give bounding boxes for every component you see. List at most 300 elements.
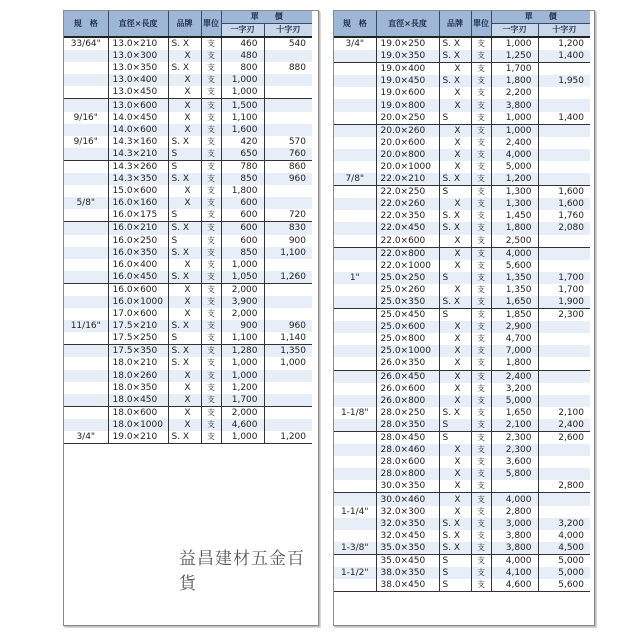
- slotted-price-cell: 4,600: [491, 579, 538, 592]
- size-cell: 18.0×260: [108, 370, 168, 382]
- table-row: [334, 554, 590, 567]
- size-cell: 13.0×450: [108, 86, 168, 99]
- size-cell: 13.0×300: [108, 50, 168, 62]
- table-row: [334, 456, 590, 468]
- size-cell: 28.0×600: [376, 456, 439, 468]
- size-cell: 20.0×1000: [376, 161, 439, 173]
- phillips-price-cell: 760: [264, 148, 312, 161]
- brand-cell: S. X: [171, 39, 190, 50]
- table-row: [334, 124, 590, 137]
- table-row: [64, 370, 312, 382]
- phillips-price-cell: [538, 247, 590, 260]
- spec-cell: [64, 283, 108, 296]
- phillips-price-cell: [538, 63, 590, 76]
- slotted-price-cell: 2,300: [491, 432, 538, 445]
- table-row: [64, 136, 312, 148]
- slotted-price-cell: 7,000: [491, 345, 538, 357]
- phillips-price-cell: 4,000: [558, 530, 584, 541]
- slotted-price-cell: 460: [221, 37, 264, 50]
- slotted-price-cell: 2,500: [491, 235, 538, 248]
- unit-cell: 支: [201, 259, 221, 271]
- table-row: [64, 271, 312, 284]
- slotted-price-cell: 1,350: [491, 284, 538, 296]
- unit-cell: 支: [471, 173, 491, 186]
- spec-cell: [64, 74, 108, 86]
- header-slotted: 一字刃: [221, 24, 264, 38]
- slotted-price-cell: 2,300: [491, 444, 538, 456]
- brand-cell: S: [442, 187, 449, 198]
- brand-cell: X: [439, 480, 471, 493]
- slotted-price-cell: 3,800: [491, 99, 538, 111]
- unit-cell: 支: [201, 222, 221, 235]
- phillips-price-cell: [264, 124, 312, 136]
- phillips-price-cell: [538, 124, 590, 137]
- spec-cell: 3/4": [345, 39, 365, 50]
- slotted-price-cell: 5,800: [491, 468, 538, 480]
- size-cell: 26.0×600: [376, 383, 439, 395]
- phillips-price-cell: [264, 185, 312, 197]
- slotted-price-cell: 1,800: [221, 185, 264, 197]
- phillips-price-cell: 1,350: [264, 345, 312, 358]
- spec-cell: [334, 149, 376, 161]
- spec-cell: [64, 222, 108, 235]
- phillips-price-cell: [538, 99, 590, 111]
- size-cell: 22.0×1000: [376, 260, 439, 272]
- table-row: [334, 235, 590, 248]
- size-cell: 28.0×350: [376, 419, 439, 432]
- phillips-price-cell: 1,400: [538, 50, 590, 63]
- slotted-price-cell: 1,650: [491, 296, 538, 309]
- brand-cell: X: [439, 124, 471, 137]
- table-row: [64, 222, 312, 235]
- slotted-price-cell: 3,600: [491, 456, 538, 468]
- size-cell: 14.3×210: [108, 148, 168, 161]
- unit-cell: 支: [471, 63, 491, 76]
- unit-cell: 支: [201, 185, 221, 197]
- table-row: [334, 333, 590, 345]
- unit-cell: 支: [201, 148, 221, 161]
- slotted-price-cell: 650: [221, 148, 264, 161]
- slotted-price-cell: 4,000: [491, 554, 538, 567]
- phillips-price-cell: [538, 137, 590, 149]
- header-brand: 品牌: [439, 11, 471, 37]
- header-brand: 品牌: [168, 11, 201, 37]
- slotted-price-cell: 4,000: [491, 149, 538, 161]
- spec-cell: [334, 444, 376, 456]
- spec-cell: [334, 419, 376, 432]
- brand-cell: S: [439, 272, 471, 284]
- slotted-price-cell: 5,600: [491, 260, 538, 272]
- table-row: [64, 419, 312, 431]
- phillips-price-cell: 1,950: [538, 75, 590, 87]
- brand-cell: S: [168, 332, 201, 345]
- company-name: 益昌建材五金百貨: [179, 549, 305, 594]
- slotted-price-cell: 2,000: [221, 308, 264, 320]
- brand-cell: S. X: [168, 431, 201, 444]
- unit-cell: 支: [201, 406, 221, 419]
- unit-cell: 支: [471, 222, 491, 234]
- brand-cell: S. X: [439, 75, 471, 87]
- unit-cell: 支: [471, 333, 491, 345]
- unit-cell: 支: [201, 124, 221, 136]
- size-cell: 16.0×250: [108, 235, 168, 247]
- table-row: [334, 112, 590, 125]
- spec-cell: 9/16": [73, 136, 98, 147]
- brand-cell: X: [439, 370, 471, 383]
- size-cell: 16.0×450: [108, 271, 168, 284]
- slotted-price-cell: 1,000: [221, 74, 264, 86]
- brand-cell: X: [454, 383, 461, 394]
- unit-cell: 支: [201, 74, 221, 86]
- unit-cell: 支: [201, 209, 221, 222]
- spec-cell: [334, 112, 376, 125]
- slotted-price-cell: 1,000: [221, 86, 264, 99]
- table-row: [64, 74, 312, 86]
- size-cell: 25.0×250: [376, 272, 439, 284]
- unit-cell: 支: [201, 283, 221, 296]
- slotted-price-cell: 1,000: [221, 431, 264, 444]
- brand-cell: S. X: [168, 222, 201, 235]
- table-row: [334, 87, 590, 99]
- brand-cell: S: [168, 148, 201, 161]
- table-row: [64, 197, 312, 209]
- size-cell: 13.0×210: [108, 37, 168, 50]
- phillips-price-cell: [264, 394, 312, 407]
- size-cell: 26.0×800: [376, 395, 439, 407]
- phillips-price-cell: 1,600: [538, 198, 590, 210]
- unit-cell: 支: [471, 432, 491, 445]
- table-row: [64, 209, 312, 222]
- brand-cell: S: [439, 112, 471, 125]
- phillips-price-cell: [538, 383, 590, 395]
- brand-cell: X: [168, 296, 201, 308]
- brand-cell: X: [439, 468, 471, 480]
- spec-cell: [334, 235, 376, 248]
- size-cell: 38.0×350: [376, 567, 439, 579]
- spec-cell: 1-3/8": [334, 542, 376, 555]
- unit-cell: 支: [471, 518, 491, 530]
- spec-cell: [64, 259, 108, 271]
- table-row: [334, 506, 590, 518]
- table-row: [334, 63, 590, 76]
- brand-cell: X: [168, 124, 201, 136]
- brand-cell: X: [168, 394, 201, 407]
- size-cell: 25.0×450: [376, 309, 439, 322]
- unit-cell: 支: [471, 87, 491, 99]
- size-cell: 22.0×800: [376, 247, 439, 260]
- size-cell: 14.0×600: [108, 124, 168, 136]
- spec-cell: [64, 296, 108, 308]
- table-row: [334, 370, 590, 383]
- table-row: [334, 50, 590, 63]
- size-cell: 19.0×250: [376, 37, 439, 50]
- slotted-price-cell: 1,300: [491, 198, 538, 210]
- slotted-price-cell: 1,200: [221, 382, 264, 394]
- brand-cell: X: [184, 309, 191, 320]
- price-table-right: [334, 11, 590, 592]
- size-cell: 22.0×600: [376, 235, 439, 248]
- slotted-price-cell: 600: [221, 222, 264, 235]
- spec-cell: [334, 296, 376, 309]
- phillips-price-cell: 1,700: [558, 284, 584, 295]
- unit-cell: 支: [471, 210, 491, 222]
- phillips-price-cell: 540: [288, 39, 306, 50]
- table-row: [64, 99, 312, 112]
- brand-cell: X: [454, 88, 461, 99]
- table-row: [334, 186, 590, 199]
- table-row: [334, 284, 590, 296]
- size-cell: 16.0×1000: [108, 296, 168, 308]
- brand-cell: S. X: [439, 50, 471, 63]
- spec-cell: [334, 554, 376, 567]
- brand-cell: X: [168, 370, 201, 382]
- slotted-price-cell: 1,050: [221, 271, 264, 284]
- phillips-price-cell: [264, 86, 312, 99]
- phillips-price-cell: 2,400: [538, 419, 590, 432]
- header-unit: 單位: [471, 11, 491, 37]
- spec-cell: 9/16": [73, 112, 98, 123]
- brand-cell: S. X: [168, 173, 201, 185]
- table-row: [64, 124, 312, 136]
- slotted-price-cell: 1,000: [491, 37, 538, 50]
- spec-cell: [334, 530, 376, 542]
- brand-cell: X: [439, 198, 471, 210]
- size-cell: 25.0×1000: [376, 345, 439, 357]
- spec-cell: 1-1/4": [340, 506, 369, 517]
- size-cell: 17.0×600: [108, 308, 168, 320]
- spec-cell: [64, 62, 108, 74]
- slotted-price-cell: 1,800: [491, 222, 538, 234]
- unit-cell: 支: [201, 308, 221, 320]
- brand-cell: X: [439, 99, 471, 111]
- table-row: [334, 161, 590, 173]
- slotted-price-cell: 800: [221, 62, 264, 74]
- table-row: [64, 86, 312, 99]
- slotted-price-cell: 1,000: [221, 370, 264, 382]
- table-row: [64, 173, 312, 185]
- phillips-price-cell: 1,200: [558, 39, 584, 50]
- spec-cell: [334, 210, 376, 222]
- spec-cell: [334, 161, 376, 173]
- spec-cell: [334, 284, 376, 296]
- phillips-price-cell: [264, 99, 312, 112]
- size-cell: 13.0×400: [108, 74, 168, 86]
- spec-cell: 1": [334, 272, 376, 284]
- brand-cell: S: [439, 579, 471, 592]
- spec-cell: [334, 383, 376, 395]
- spec-cell: [64, 99, 108, 112]
- size-cell: 26.0×350: [376, 357, 439, 370]
- size-cell: 14.3×160: [108, 136, 168, 148]
- header-size: 直徑×長度: [108, 11, 168, 37]
- brand-cell: X: [184, 112, 191, 123]
- brand-cell: S. X: [442, 530, 461, 541]
- slotted-price-cell: 4,100: [491, 567, 538, 579]
- unit-cell: 支: [471, 284, 491, 296]
- unit-cell: 支: [471, 99, 491, 111]
- brand-cell: X: [184, 284, 191, 295]
- slotted-price-cell: 2,800: [491, 506, 538, 518]
- slotted-price-cell: 1,350: [491, 272, 538, 284]
- unit-cell: 支: [471, 370, 491, 383]
- slotted-price-cell: 1,450: [491, 210, 538, 222]
- phillips-price-cell: [264, 296, 312, 308]
- table-row: [334, 493, 590, 506]
- slotted-price-cell: 1,100: [221, 332, 264, 345]
- spec-cell: [64, 382, 108, 394]
- size-cell: 20.0×260: [376, 124, 439, 137]
- unit-cell: 支: [201, 247, 221, 259]
- size-cell: 18.0×1000: [108, 419, 168, 431]
- table-row: [334, 518, 590, 530]
- brand-cell: X: [184, 259, 191, 270]
- size-cell: 35.0×450: [376, 554, 439, 567]
- unit-cell: 支: [471, 567, 491, 579]
- slotted-price-cell: 1,000: [491, 112, 538, 125]
- unit-cell: 支: [201, 419, 221, 431]
- unit-cell: 支: [471, 309, 491, 322]
- phillips-price-cell: 5,600: [538, 579, 590, 592]
- slotted-price-cell: [491, 480, 538, 493]
- slotted-price-cell: 4,000: [491, 493, 538, 506]
- spec-cell: 33/64": [70, 39, 101, 50]
- size-cell: 19.0×800: [376, 99, 439, 111]
- unit-cell: 支: [201, 235, 221, 247]
- phillips-price-cell: [538, 173, 590, 186]
- size-cell: 22.0×350: [376, 210, 439, 222]
- brand-cell: X: [184, 407, 191, 418]
- spec-cell: 1-1/8": [340, 407, 369, 418]
- phillips-price-cell: [264, 406, 312, 419]
- spec-cell: [334, 480, 376, 493]
- phillips-price-cell: 570: [288, 136, 306, 147]
- size-cell: 14.3×350: [108, 173, 168, 185]
- phillips-price-cell: [538, 395, 590, 407]
- phillips-price-cell: [264, 382, 312, 394]
- brand-cell: S. X: [439, 222, 471, 234]
- slotted-price-cell: 1,600: [221, 124, 264, 136]
- slotted-price-cell: 2,200: [491, 87, 538, 99]
- phillips-price-cell: [538, 260, 590, 272]
- table-row: [64, 37, 312, 50]
- header-price: 單 價: [221, 11, 312, 24]
- size-cell: 16.0×400: [108, 259, 168, 271]
- table-row: [334, 173, 590, 186]
- size-cell: 14.3×260: [108, 160, 168, 173]
- spec-cell: [64, 173, 108, 185]
- header-slotted: 一字刃: [491, 24, 538, 38]
- phillips-price-cell: [538, 456, 590, 468]
- phillips-price-cell: [538, 235, 590, 248]
- unit-cell: 支: [471, 542, 491, 555]
- phillips-price-cell: 1,760: [558, 211, 584, 222]
- size-cell: 17.5×350: [108, 345, 168, 358]
- table-row: [334, 75, 590, 87]
- table-row: [334, 296, 590, 309]
- size-cell: 20.0×250: [376, 112, 439, 125]
- phillips-price-cell: [264, 197, 312, 209]
- slotted-price-cell: 2,400: [491, 137, 538, 149]
- size-cell: 28.0×450: [376, 432, 439, 445]
- brand-cell: S. X: [168, 271, 201, 284]
- price-table-left-body: [64, 37, 312, 444]
- brand-cell: S. X: [171, 358, 190, 369]
- phillips-price-cell: 5,000: [558, 555, 584, 566]
- slotted-price-cell: 850: [221, 173, 264, 185]
- brand-cell: X: [454, 64, 461, 75]
- unit-cell: 支: [471, 161, 491, 173]
- slotted-price-cell: 600: [221, 209, 264, 222]
- size-cell: 19.0×350: [376, 50, 439, 63]
- slotted-price-cell: 2,400: [491, 370, 538, 383]
- table-row: [64, 320, 312, 332]
- phillips-price-cell: [538, 444, 590, 456]
- spec-cell: [334, 518, 376, 530]
- table-row: [334, 407, 590, 419]
- brand-cell: X: [454, 137, 461, 148]
- table-row: [64, 247, 312, 259]
- brand-cell: X: [454, 457, 461, 468]
- unit-cell: 支: [471, 357, 491, 370]
- phillips-price-cell: [538, 345, 590, 357]
- brand-cell: S: [171, 161, 178, 172]
- price-table-right-body: [334, 37, 590, 592]
- unit-cell: 支: [471, 137, 491, 149]
- table-row: [334, 260, 590, 272]
- table-row: [64, 296, 312, 308]
- table-row: [64, 357, 312, 369]
- phillips-price-cell: 960: [264, 173, 312, 185]
- table-row: [64, 185, 312, 197]
- slotted-price-cell: 1,000: [491, 124, 538, 137]
- phillips-price-cell: [538, 87, 590, 99]
- slotted-price-cell: 1,500: [221, 99, 264, 112]
- unit-cell: 支: [201, 394, 221, 407]
- size-cell: 22.0×260: [376, 198, 439, 210]
- slotted-price-cell: 1,700: [221, 394, 264, 407]
- brand-cell: S: [439, 419, 471, 432]
- table-row: [334, 444, 590, 456]
- spec-cell: [64, 419, 108, 431]
- unit-cell: 支: [471, 345, 491, 357]
- spec-cell: 7/8": [334, 173, 376, 186]
- slotted-price-cell: 900: [221, 320, 264, 332]
- phillips-price-cell: [538, 161, 590, 173]
- unit-cell: 支: [201, 86, 221, 99]
- table-row: [64, 406, 312, 419]
- unit-cell: 支: [471, 395, 491, 407]
- size-cell: 19.0×400: [376, 63, 439, 76]
- unit-cell: 支: [471, 506, 491, 518]
- spec-cell: [64, 345, 108, 358]
- unit-cell: 支: [471, 456, 491, 468]
- brand-cell: S. X: [168, 345, 201, 358]
- spec-cell: [64, 308, 108, 320]
- unit-cell: 支: [471, 579, 491, 592]
- table-row: [64, 283, 312, 296]
- spec-cell: [64, 185, 108, 197]
- size-cell: 13.0×350: [108, 62, 168, 74]
- unit-cell: 支: [471, 75, 491, 87]
- phillips-price-cell: 830: [264, 222, 312, 235]
- table-row: [334, 419, 590, 432]
- slotted-price-cell: 1,000: [221, 357, 264, 369]
- slotted-price-cell: 600: [221, 197, 264, 209]
- table-row: [334, 210, 590, 222]
- size-cell: 16.0×350: [108, 247, 168, 259]
- phillips-price-cell: [264, 50, 312, 62]
- slotted-price-cell: 2,900: [491, 321, 538, 333]
